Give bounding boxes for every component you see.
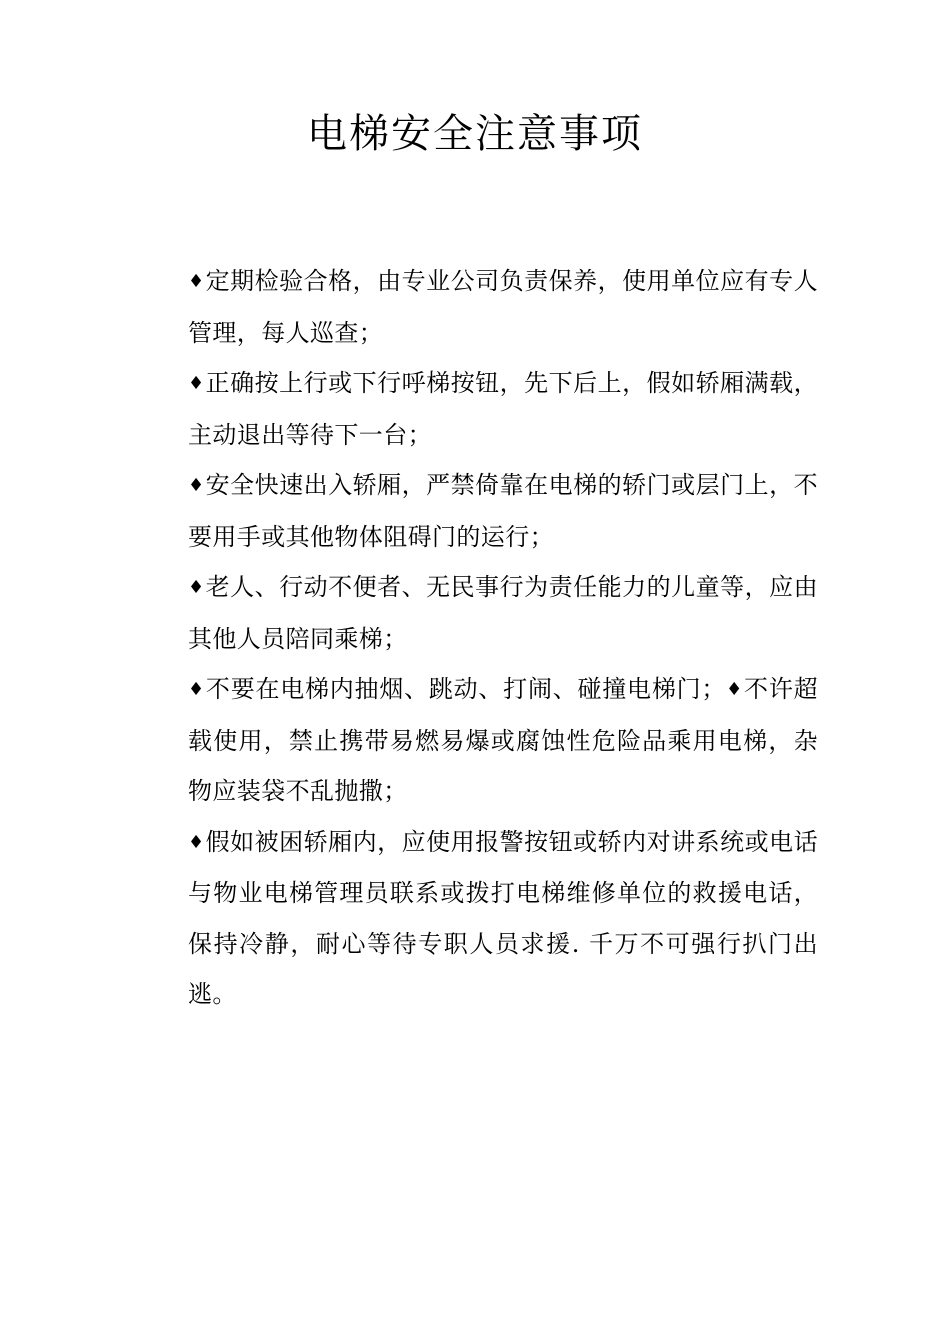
diamond-bullet-icon: ♦: [188, 271, 205, 292]
list-item: [188, 664, 818, 817]
diamond-bullet-icon: ♦: [188, 679, 205, 700]
list-item-text: 定期检验合格，由专业公司负责保养，使用单位应有专人管理，每人巡查；: [188, 267, 818, 347]
list-item-text: 正确按上行或下行呼梯按钮，先下后上，假如轿厢满载，主动退出等待下一台；: [188, 369, 818, 449]
list-item: [188, 562, 818, 664]
diamond-bullet-icon: ♦: [188, 831, 205, 853]
diamond-bullet-icon: ♦: [188, 373, 205, 394]
list-item-text: 不要在电梯内抽烟、跳动、打闹、碰撞电梯门；: [205, 675, 726, 703]
diamond-bullet-icon: ♦: [188, 475, 205, 496]
list-item-text: 假如被困轿厢内，应使用报警按钮或轿内对讲系统或电话与物业电梯管理员联系或拨打电梯维修单位的救援电话，保持冷静，耐心等待专职人员求援. 千万不可强行扒门出逃。: [188, 827, 818, 1008]
diamond-bullet-icon: ♦: [725, 679, 744, 700]
list-item-text: 不许超载使用，禁止携带易燃易爆或腐蚀性危险品乘用电梯，杂物应装袋不乱抛撒；: [188, 675, 818, 805]
list-item: [188, 358, 818, 460]
list-item-text: 老人、行动不便者、无民事行为责任能力的儿童等，应由其他人员陪同乘梯；: [188, 573, 818, 653]
list-item: [188, 817, 818, 1020]
page-title: 电梯安全注意事项: [307, 111, 643, 157]
list-item: [188, 460, 818, 562]
list-item-text: 安全快速出入轿厢，严禁倚靠在电梯的轿门或层门上，不要用手或其他物体阻碍门的运行；: [188, 471, 818, 551]
diamond-bullet-icon: ♦: [188, 577, 205, 598]
list-item: [188, 256, 818, 358]
document-body: [188, 256, 818, 1020]
